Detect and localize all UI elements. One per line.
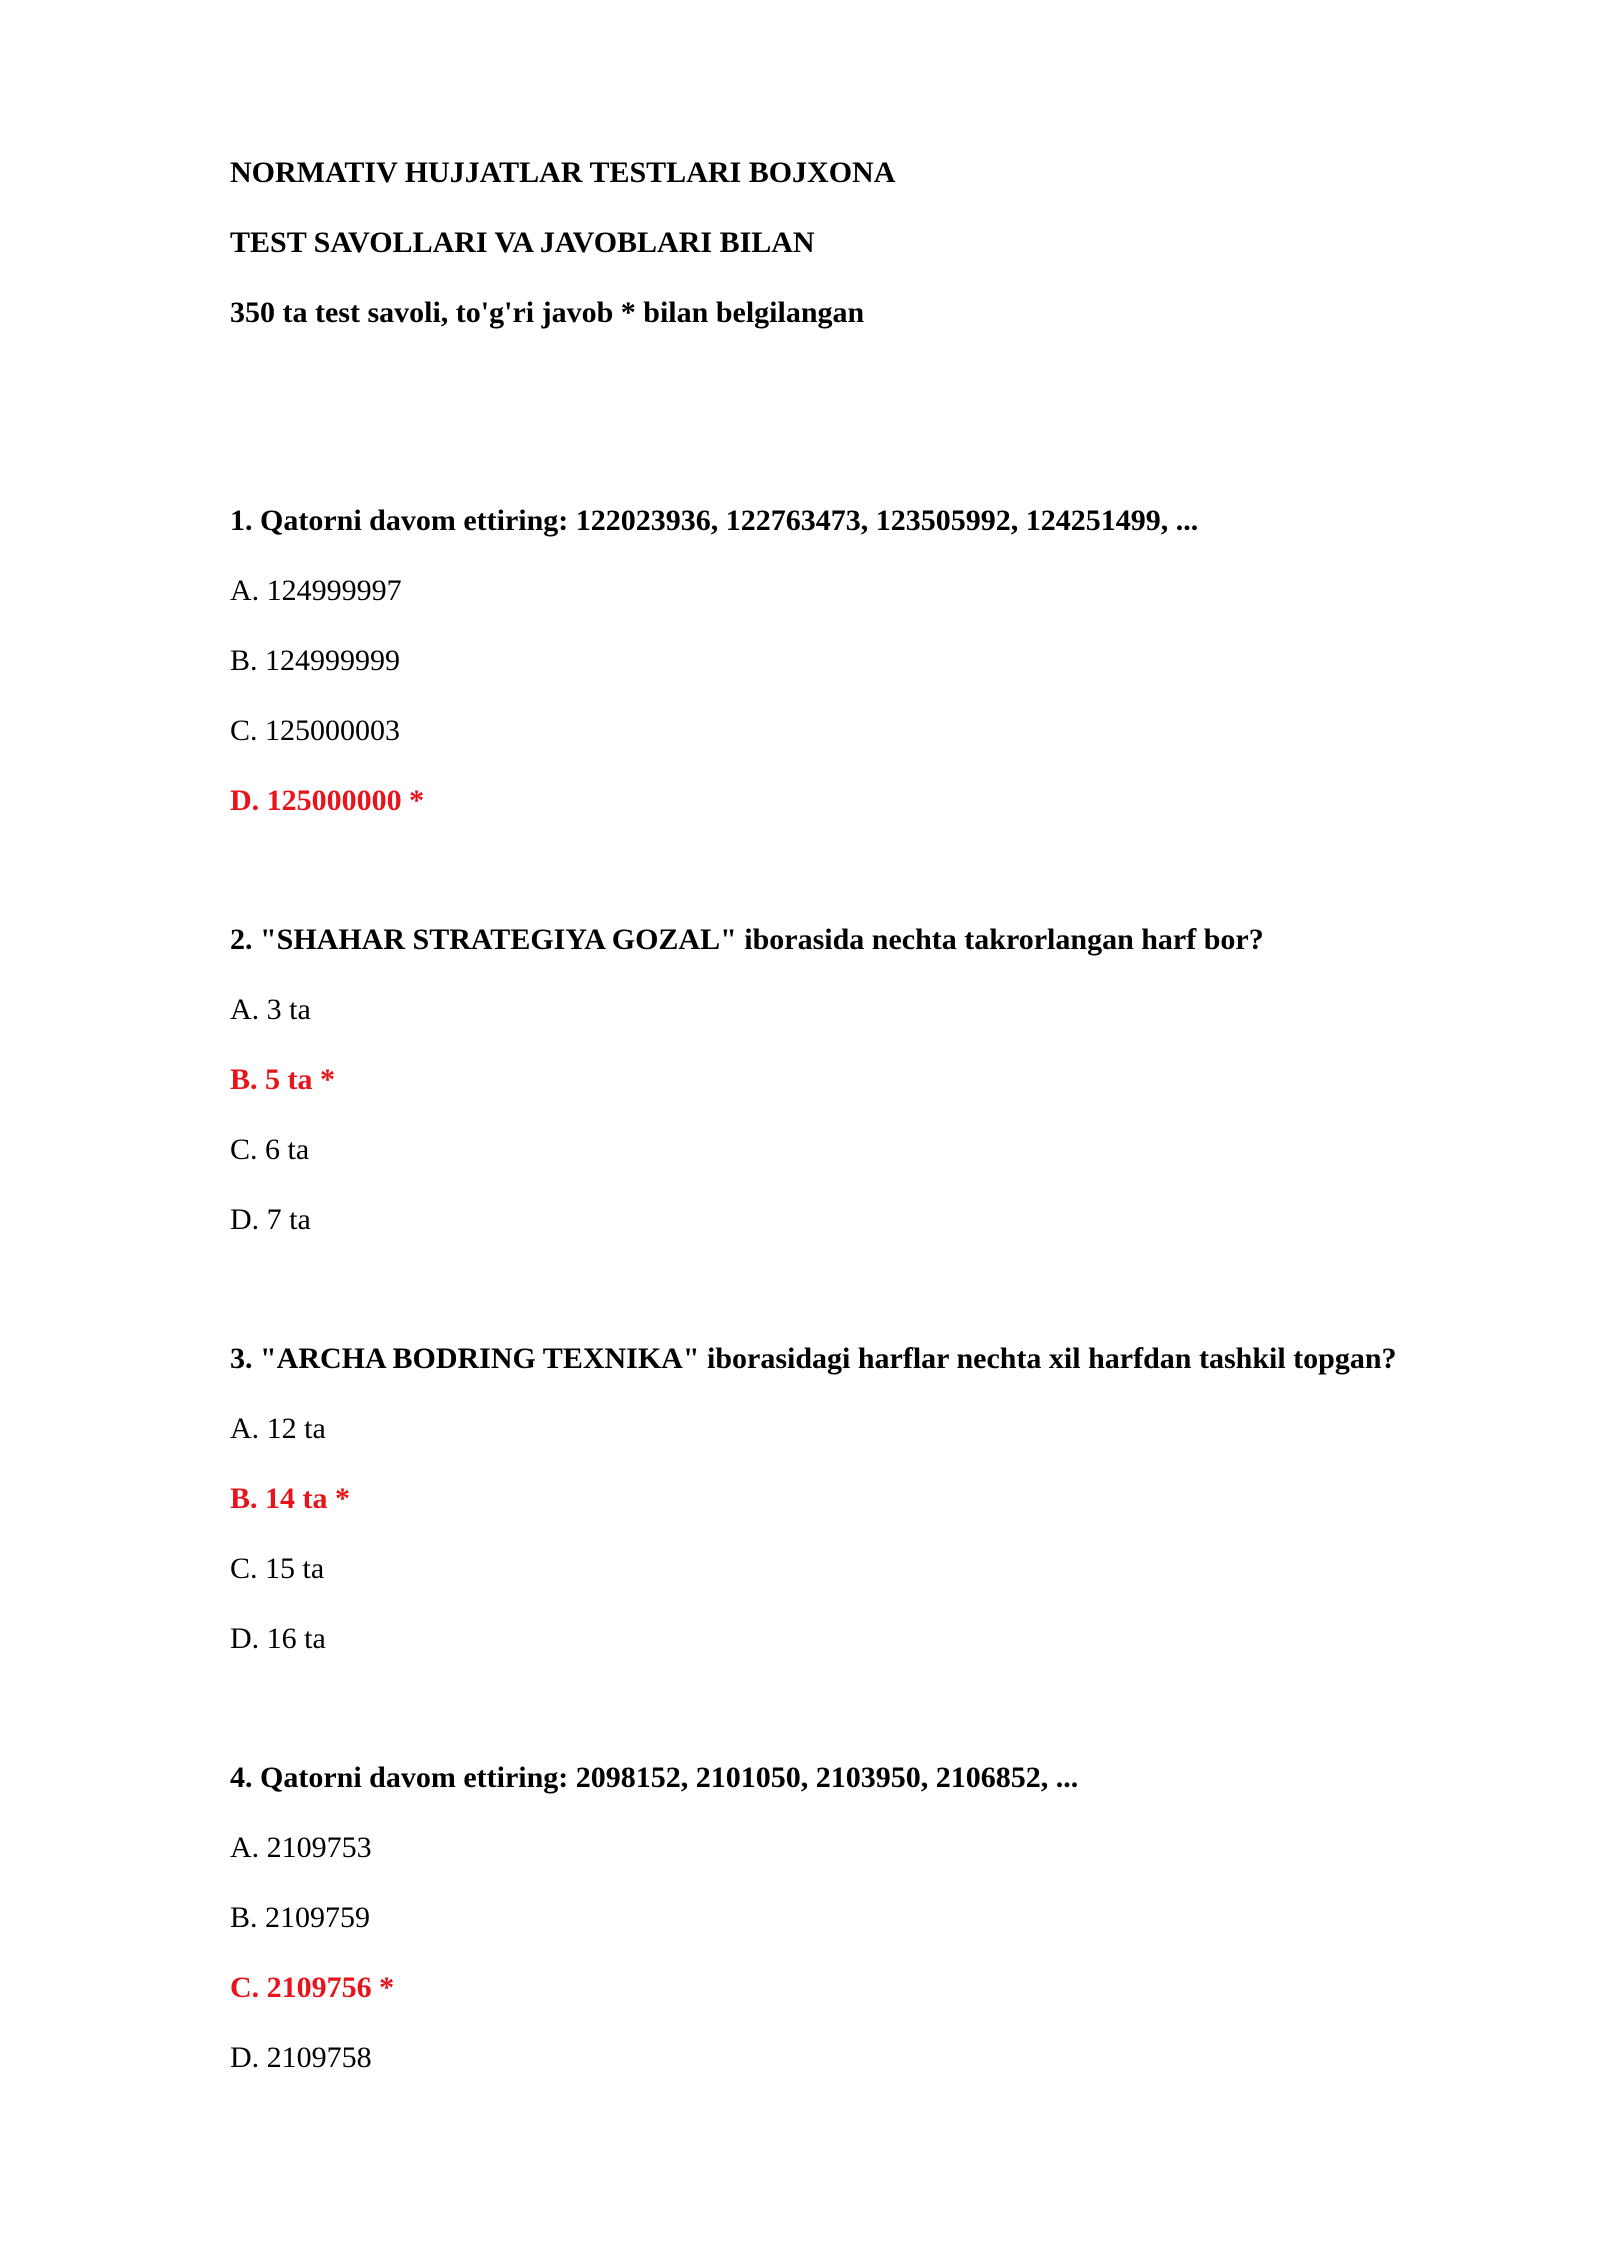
document-title: NORMATIV HUJJATLAR TESTLARI BOJXONA xyxy=(230,156,896,189)
correct-answer-option: D. 125000000 * xyxy=(230,784,425,817)
answer-option: A. 3 ta xyxy=(230,993,311,1026)
question-text: 4. Qatorni davom ettiring: 2098152, 2101050, 2103950, 2106852, ... xyxy=(230,1761,1079,1794)
answer-option: A. 12 ta xyxy=(230,1412,326,1445)
document-note: 350 ta test savoli, to'g'ri javob * bilan belgilangan xyxy=(230,296,865,329)
answer-option: D. 2109758 xyxy=(230,2041,372,2074)
correct-answer-option: B. 14 ta * xyxy=(230,1482,350,1515)
question-text: 3. "ARCHA BODRING TEXNIKA" iborasidagi harflar nechta xil harfdan tashkil topgan? xyxy=(230,1342,1397,1375)
document-subtitle: TEST SAVOLLARI VA JAVOBLARI BILAN xyxy=(230,226,815,259)
answer-option: A. 2109753 xyxy=(230,1831,372,1864)
answer-option: C. 15 ta xyxy=(230,1552,325,1585)
answer-option: C. 6 ta xyxy=(230,1133,310,1166)
answer-option: C. 125000003 xyxy=(230,714,401,747)
answer-option: D. 7 ta xyxy=(230,1203,311,1236)
answer-option: A. 124999997 xyxy=(230,574,402,607)
question-text: 1. Qatorni davom ettiring: 122023936, 122763473, 123505992, 124251499, ... xyxy=(230,504,1199,537)
correct-answer-option: C. 2109756 * xyxy=(230,1971,395,2004)
question-text: 2. "SHAHAR STRATEGIYA GOZAL" iborasida nechta takrorlangan harf bor? xyxy=(230,923,1264,956)
answer-option: D. 16 ta xyxy=(230,1622,326,1655)
answer-option: B. 2109759 xyxy=(230,1901,371,1934)
correct-answer-option: B. 5 ta * xyxy=(230,1063,335,1096)
answer-option: B. 124999999 xyxy=(230,644,401,677)
